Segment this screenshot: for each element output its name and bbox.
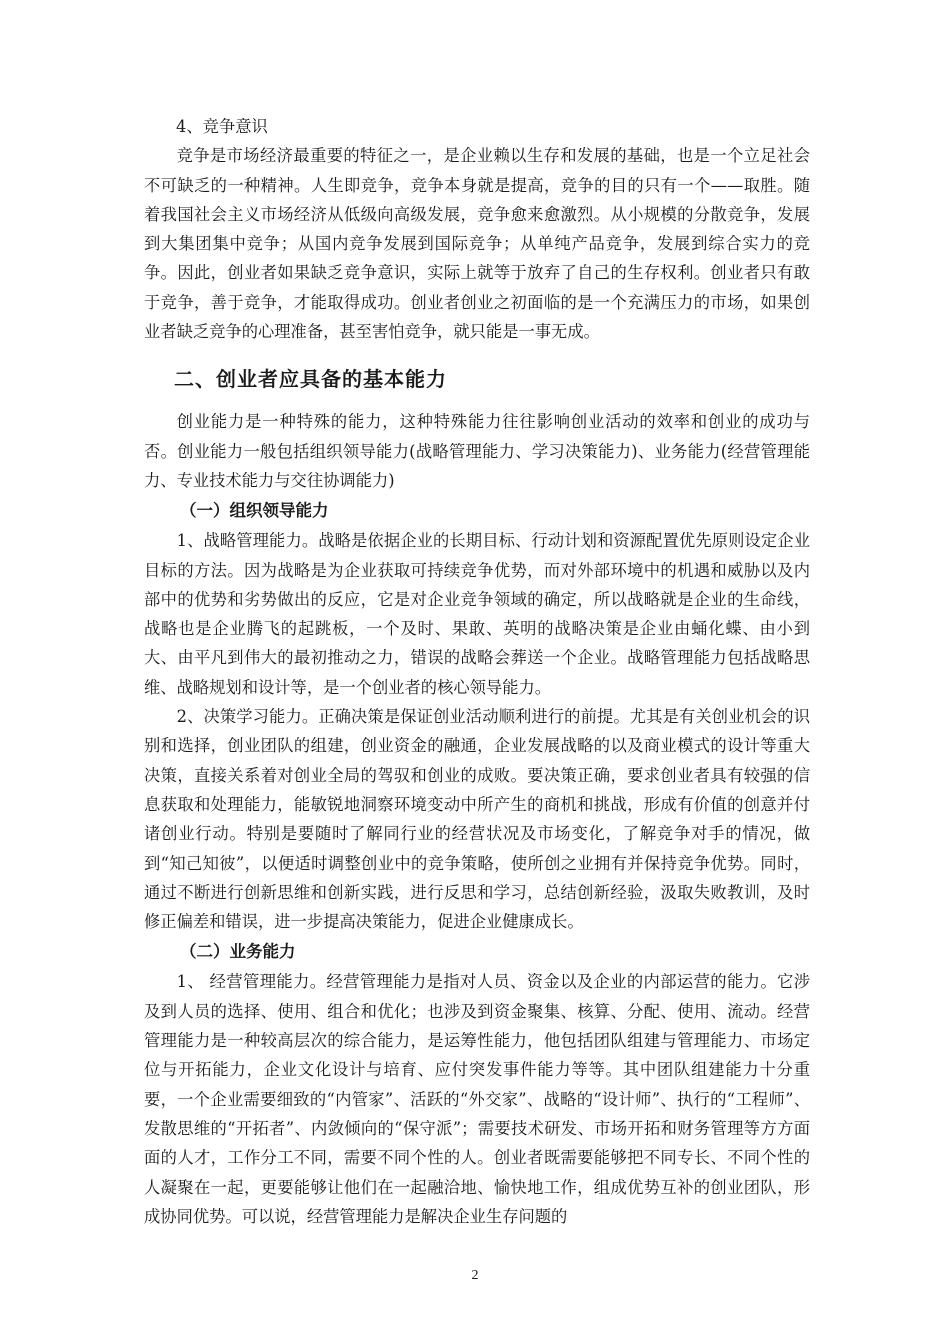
competition-heading: 4、竞争意识: [176, 117, 268, 136]
management-paragraph: 1、 经营管理能力。经营管理能力是指对人员、资金以及企业的内部运营的能力。它涉及到人员的选择、使用、组合和优化；也涉及到资金聚集、核算、分配、使用、流动。经营管理能力是一种较高层次的综合能力，是运筹性能力，他包括团队组建与管理能力、市场定位与开拓能力，企业文化设计与培育、应付突发事件能力等等。其中团队组建能力十分重要，一个企业需要细致的“内管家”、活跃的“外交家”、战略的“设计师”、执行的“工程师”、发散思维的“开拓者”、内敛倾向的“保守派”；需要技术研发、市场开拓和财务管理等方方面面的人才，工作分工不同，需要不同个性的人。创业者既需要能够把不同专长、不同个性的人凝聚在一起，更要能够让他们在一起融洽地、愉快地工作，组成优势互补的创业团队，形成协同优势。可以说，经营管理能力是解决企业生存问题的: [144, 972, 810, 1226]
decision-paragraph: 2、决策学习能力。正确决策是保证创业活动顺利进行的前提。尤其是有关创业机会的识别和选择，创业团队的组建，创业资金的融通，企业发展战略的以及商业模式的设计等重大决策，直接关系着对创业全局的驾驭和创业的成败。要决策正确，要求创业者具有较强的信息获取和处理能力，能敏锐地洞察环境变动中所产生的商机和挑战，形成有价值的创意并付诸创业行动。特别是要随时了解同行业的经营状况及市场变化，了解竞争对手的情况，做到“知己知彼”，以便适时调整创业中的竞争策略，使所创之业拥有并保持竞争优势。同时，通过不断进行创新思维和创新实践，进行反思和学习，总结创新经验，汲取失败教训，及时修正偏差和错误，进一步提高决策能力，促进企业健康成长。: [144, 707, 810, 932]
competition-paragraph: 竞争是市场经济最重要的特征之一，是企业赖以生存和发展的基础，也是一个立足社会不可缺乏的一种精神。人生即竞争，竞争本身就是提高，竞争的目的只有一个——取胜。随着我国社会主义市场经济从低级向高级发展，竞争愈来愈激烈。从小规模的分散竞争，发展到大集团集中竞争；从国内竞争发展到国际竞争；从单纯产品竞争，发展到综合实力的竞争。因此，创业者如果缺乏竞争意识，实际上就等于放弃了自己的生存权利。创业者只有敢于竞争，善于竞争，才能取得成功。创业者创业之初面临的是一个充满压力的市场，如果创业者缺乏竞争的心理准备，甚至害怕竞争，就只能是一事无成。: [144, 146, 810, 342]
subsection-title-business: （二）业务能力: [180, 942, 296, 962]
page-content: [144, 112, 810, 1231]
page-number: 2: [471, 1268, 479, 1283]
strategy-paragraph: 1、战略管理能力。战略是依据企业的长期目标、行动计划和资源配置优先原则设定企业目标的方法。因为战略是为企业获取可持续竞争优势，而对外部环境中的机遇和威胁以及内部中的优势和劣势做出的反应，它是对企业竞争领域的确定，所以战略就是企业的生命线，战略也是企业腾飞的起跳板，一个及时、果敢、英明的战略决策是企业由蛹化蝶、由小到大、由平凡到伟大的最初推动之力，错误的战略会葬送一个企业。战略管理能力包括战略思维、战略规划和设计等，是一个创业者的核心领导能力。: [144, 531, 810, 697]
section-title-abilities: 二、创业者应具备的基本能力: [174, 367, 447, 392]
abilities-intro-paragraph: 创业能力是一种特殊的能力，这种特殊能力往往影响创业活动的效率和创业的成功与否。创业能力一般包括组织领导能力(战略管理能力、学习决策能力)、业务能力(经营管理能力、专业技术能力与交往协调能力): [144, 412, 810, 490]
subsection-title-leadership: （一）组织领导能力: [180, 501, 329, 521]
